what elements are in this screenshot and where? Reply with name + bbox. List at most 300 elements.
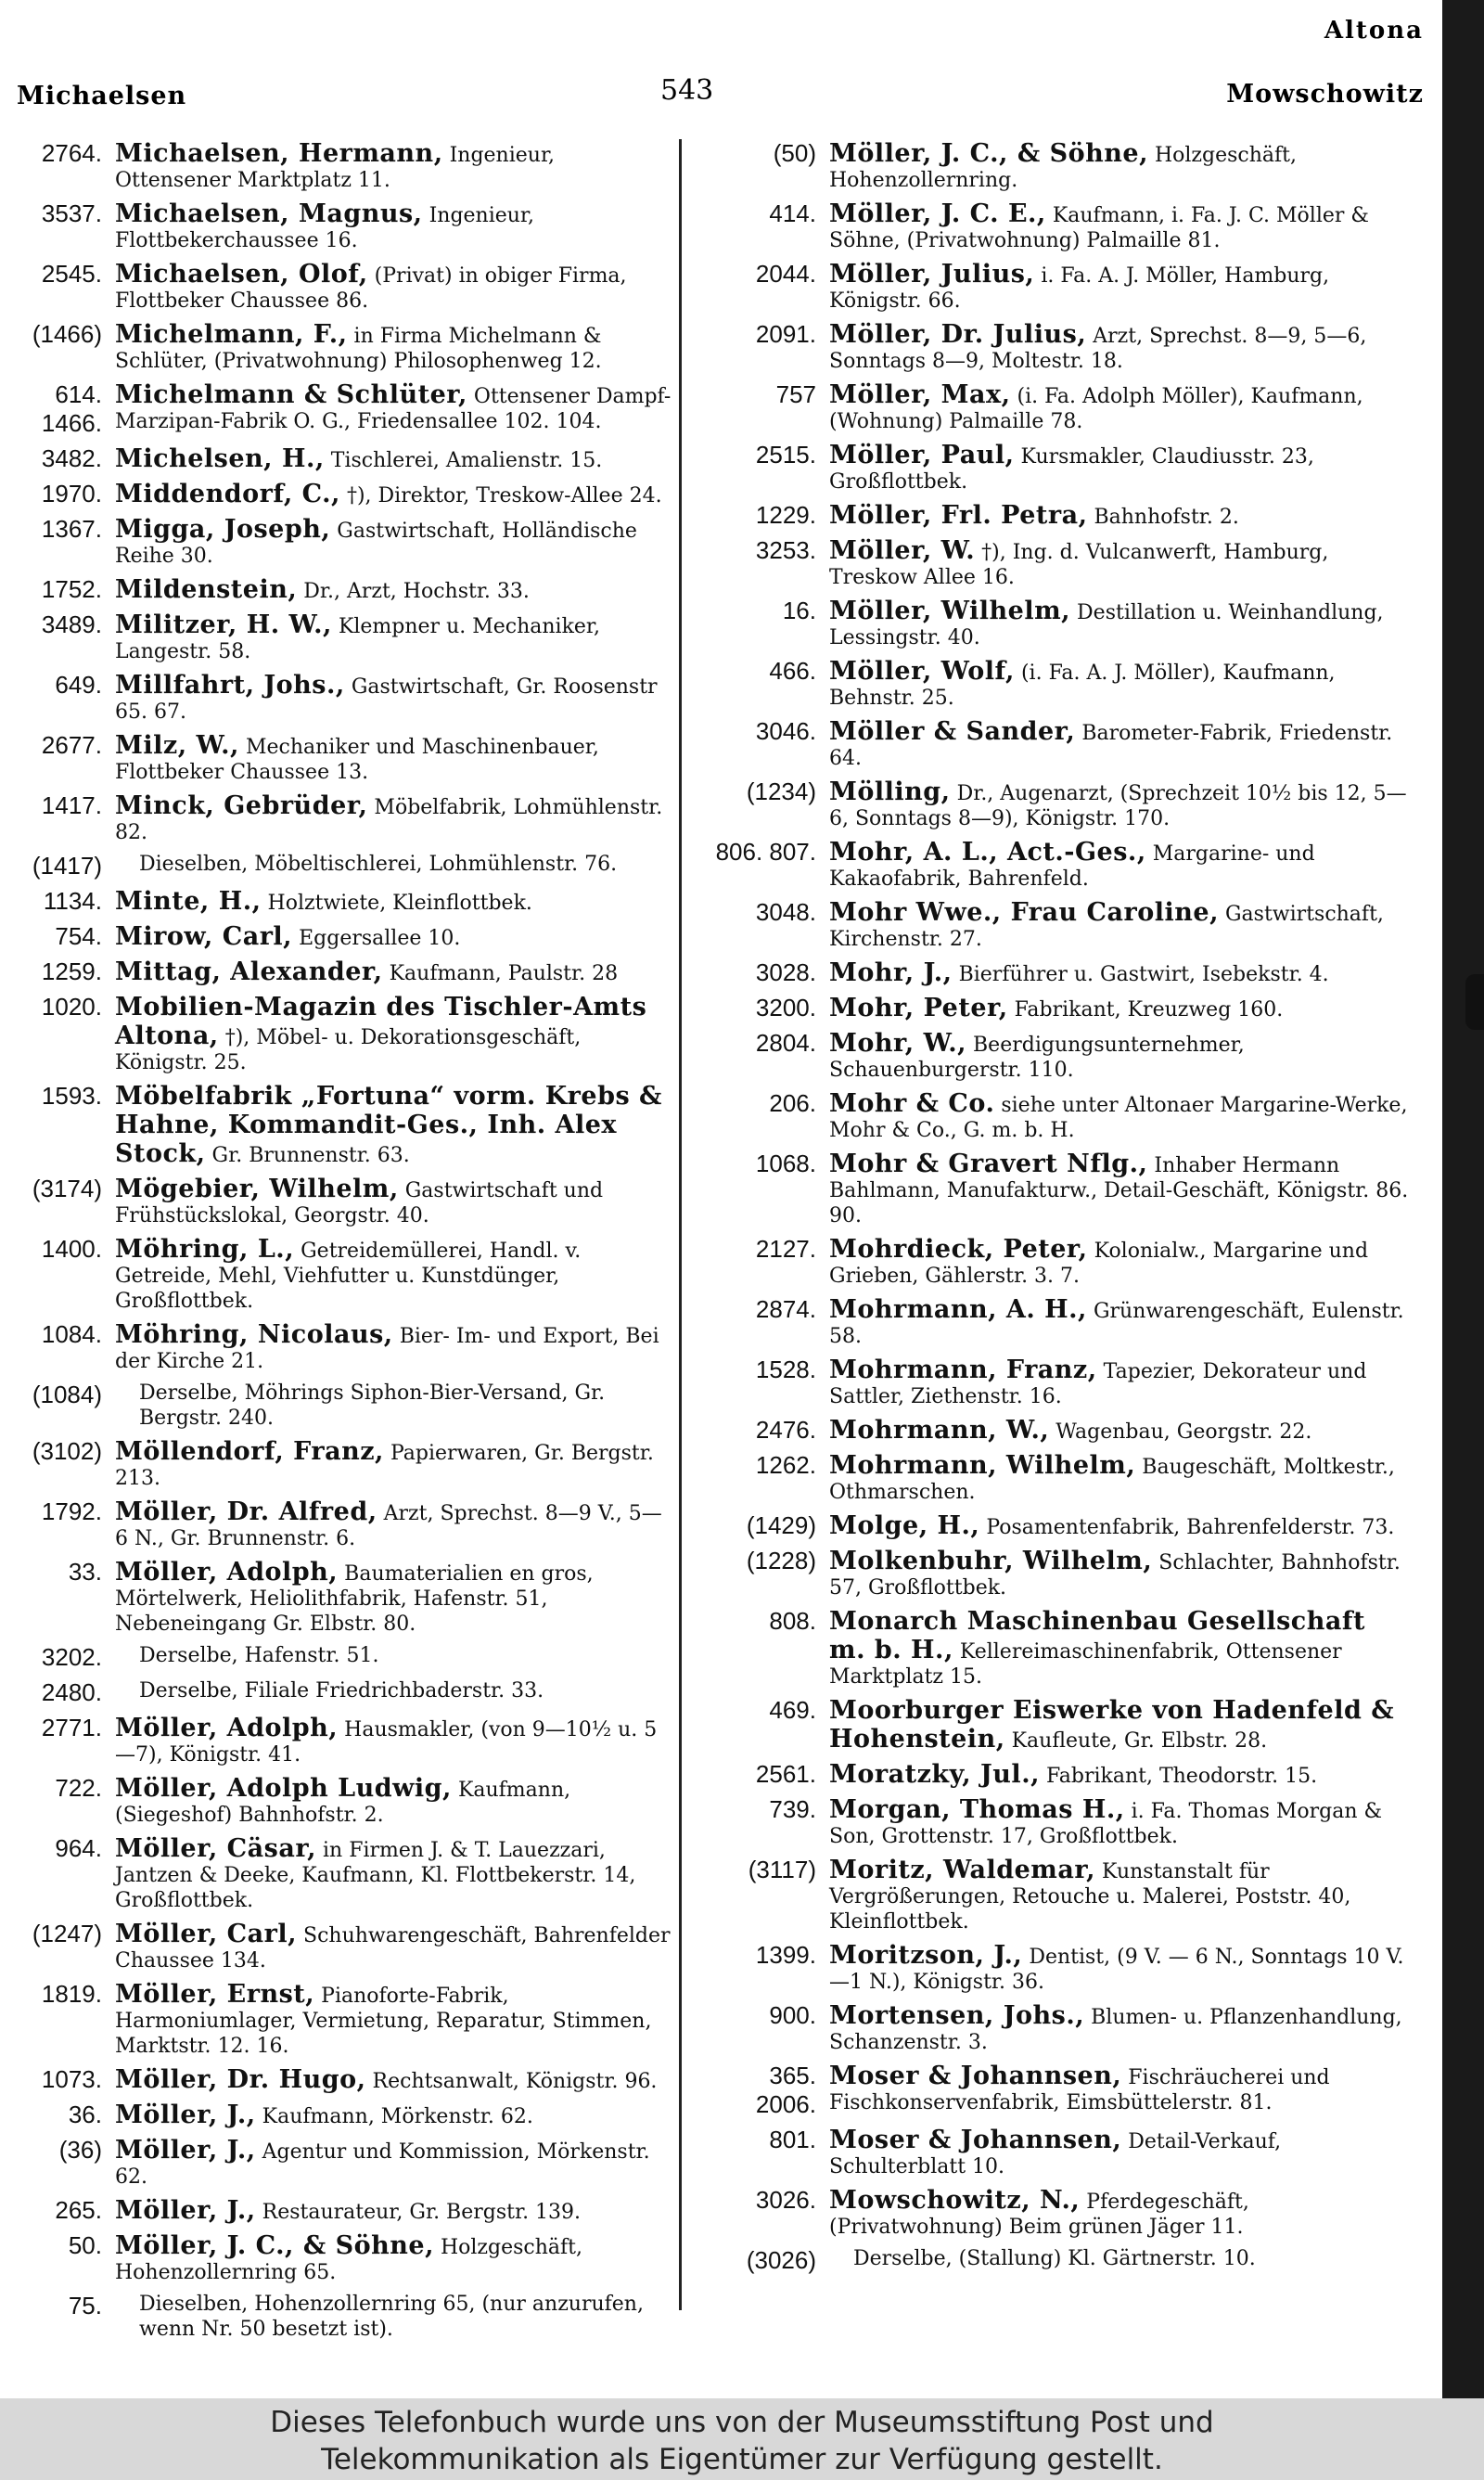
directory-entry: [705, 838, 1410, 892]
directory-entry: [705, 1029, 1410, 1083]
entry-details: Destillation u. Weinhandlung, Lessingstr. 40.: [829, 601, 1384, 649]
entry-details: Schuhwarengeschäft, Bahrenfelder Chaussee 134.: [115, 1924, 671, 1972]
entry-details: †), Ing. d. Vulcanwerft, Hamburg, Treskow Allee 16.: [829, 541, 1329, 589]
directory-entry: [9, 957, 672, 986]
directory-entry: [9, 139, 672, 193]
directory-entry: [9, 2196, 672, 2225]
footer-line-2: Telekommunikation als Eigentümer zur Verfügung gestellt.: [321, 2443, 1163, 2476]
entry-details: Fischräucherei und Fischkonservenfabrik, Eimsbüttelerstr. 81.: [829, 2066, 1330, 2114]
entry-body: [115, 1381, 672, 1431]
phone-number: 2874.: [755, 1295, 816, 1323]
entry-details: †), Direktor, Treskow-Allee 24.: [346, 484, 662, 508]
directory-entry: [705, 1451, 1410, 1505]
phone-number: (3174): [32, 1175, 102, 1202]
entry-body: [829, 1795, 1410, 1849]
subscriber-name: Möller, Cäsar,: [115, 1834, 316, 1863]
directory-entry: [9, 1082, 672, 1168]
directory-entry: [9, 1558, 672, 1637]
subscriber-name: Mortensen, Johs.,: [829, 2001, 1085, 2030]
phone-number: 3028.: [755, 958, 816, 986]
directory-entry: [9, 1774, 672, 1828]
edge-thumb-mark: [1465, 974, 1484, 1030]
entry-body: [829, 199, 1410, 253]
entry-body: [829, 777, 1410, 831]
directory-entry: [9, 1175, 672, 1228]
subscriber-name: Millfahrt, Johs.,: [115, 671, 345, 700]
entry-details: Gr. Brunnenstr. 63.: [211, 1144, 410, 1167]
entry-body: [115, 1082, 672, 1168]
subscriber-name: Möller, Max,: [829, 380, 1011, 409]
entry-details: Holzgeschäft, Hohenzollernring 65.: [115, 2236, 583, 2284]
subscriber-name: Moser & Johannsen,: [829, 2062, 1122, 2090]
phone-number: 16.: [782, 597, 816, 624]
subscriber-name: Mohr, W.,: [829, 1029, 967, 1058]
entry-body: [829, 958, 1410, 987]
entry-details: Ingenieur, Flottbekerchaussee 16.: [115, 204, 535, 252]
entry-details: Gastwirtschaft, Kirchenstr. 27.: [829, 903, 1384, 951]
directory-entry: [9, 1980, 672, 2059]
entry-body: [115, 380, 672, 438]
entry-body: [829, 1451, 1410, 1505]
directory-entry: [9, 1497, 672, 1551]
entry-body: [829, 657, 1410, 711]
entry-details: Gastwirtschaft, Gr. Roosenstr 65. 67.: [115, 675, 658, 724]
directory-entry: [705, 717, 1410, 771]
footer-notice: [0, 2398, 1484, 2480]
directory-entry: [9, 2231, 672, 2285]
entry-details: Mechaniker und Maschinenbauer, Flottbeker Chaussee 13.: [115, 736, 599, 784]
entry-details: Bahnhofstr. 2.: [1094, 506, 1239, 529]
entry-body: [829, 501, 1410, 530]
entry-details: Restaurateur, Gr. Bergstr. 139.: [262, 2201, 582, 2224]
directory-entry: [705, 1089, 1410, 1143]
phone-number: (3026): [746, 2246, 816, 2274]
entry-details: Kellereimaschinenfabrik, Ottensener Marktplatz 15.: [829, 1640, 1342, 1689]
entry-details: Kaufmann, Paulstr. 28: [389, 962, 619, 985]
entry-body: [115, 2136, 672, 2190]
entry-body: [115, 575, 672, 604]
phone-number: 75.: [68, 2292, 102, 2319]
subscriber-name: Möller, Carl,: [115, 1920, 298, 1948]
entry-body: [115, 1320, 672, 1374]
entry-details: Hausmakler, (von 9—10½ u. 5—7), Königstr. 41.: [115, 1718, 658, 1767]
subscriber-name: Möller, J. C. E.,: [829, 199, 1046, 228]
city-heading: Altona: [1324, 17, 1424, 45]
entry-body: [115, 199, 672, 253]
phone-number: 1020.: [41, 993, 102, 1021]
directory-entry: [705, 1356, 1410, 1409]
subscriber-name: Migga, Joseph,: [115, 515, 331, 544]
entry-details: Tischlerei, Amalienstr. 15.: [330, 449, 603, 472]
right-column: [705, 139, 1410, 2281]
phone-number: 3046.: [755, 717, 816, 745]
phone-number: 649.: [55, 671, 102, 699]
entry-body: [829, 260, 1410, 314]
entry-body: [115, 922, 672, 951]
entry-body: [829, 1150, 1410, 1228]
phone-number: 2515.: [755, 441, 816, 469]
subscriber-name: Molge, H.,: [829, 1511, 980, 1540]
entry-body: [115, 2196, 672, 2225]
left-column: [9, 139, 672, 2348]
subscriber-name: Mohr, J.,: [829, 958, 953, 987]
entry-body: [829, 1089, 1410, 1143]
subscriber-name: Michelmann & Schlüter,: [115, 380, 467, 409]
entry-details: Derselbe, Hafenstr. 51.: [139, 1644, 379, 1667]
entry-details: Kursmakler, Claudiusstr. 23, Großflottbek.: [829, 445, 1314, 494]
entry-body: [115, 610, 672, 664]
subscriber-name: Mohr, A. L., Act.-Ges.,: [829, 838, 1146, 867]
subscriber-name: Möller, Ernst,: [115, 1980, 315, 2009]
directory-entry: [705, 380, 1410, 434]
entry-details: Posamentenfabrik, Bahrenfelderstr. 73.: [986, 1516, 1395, 1539]
directory-entry: [705, 260, 1410, 314]
phone-number: 1229.: [755, 501, 816, 529]
entry-body: [829, 536, 1410, 590]
subscriber-name: Monarch Maschinenbau Gesellschaft m. b. H.,: [829, 1607, 1365, 1664]
entry-details: Ottensener Dampf-Marzipan-Fabrik O. G., Friedensallee 102. 104.: [115, 385, 672, 433]
subscriber-name: Mohrdieck, Peter,: [829, 1235, 1088, 1264]
entry-details: siehe unter Altonaer Margarine-Werke, Mohr & Co., G. m. b. H.: [829, 1094, 1408, 1142]
page-number: 543: [660, 74, 714, 107]
directory-entry: [9, 852, 672, 880]
phone-number: 206.: [769, 1089, 816, 1117]
subscriber-name: Möller, Adolph,: [115, 1714, 339, 1742]
entry-body: [829, 320, 1410, 374]
subscriber-name: Mohrmann, Franz,: [829, 1356, 1097, 1384]
entry-details: Detail-Verkauf, Schulterblatt 10.: [829, 2130, 1282, 2178]
entry-body: [115, 1980, 672, 2059]
phone-number: 3489.: [41, 610, 102, 638]
phone-number: 1084.: [41, 1320, 102, 1348]
entry-body: [115, 1558, 672, 1637]
phone-number: 469.: [769, 1696, 816, 1724]
entry-body: [829, 1416, 1410, 1445]
phone-number: 265.: [55, 2196, 102, 2224]
phone-number: 806. 807.: [715, 838, 816, 866]
entry-body: [115, 957, 672, 986]
entry-details: Papierwaren, Gr. Bergstr. 213.: [115, 1442, 654, 1490]
entry-body: [115, 671, 672, 725]
entry-details: Rechtsanwalt, Königstr. 96.: [372, 2070, 658, 2093]
directory-entry: [9, 260, 672, 314]
entry-body: [115, 1497, 672, 1551]
phone-number: 3200.: [755, 994, 816, 1022]
subscriber-name: Möller, Paul,: [829, 441, 1015, 469]
subscriber-name: Möhring, L.,: [115, 1235, 295, 1264]
phone-number: (1234): [746, 777, 816, 805]
entry-details: (Privat) in obiger Firma, Flottbeker Chaussee 86.: [115, 264, 627, 313]
entry-body: [829, 1356, 1410, 1409]
directory-entry: [9, 671, 672, 725]
directory-entry: [705, 501, 1410, 530]
subscriber-name: Möller, Adolph Ludwig,: [115, 1774, 452, 1803]
phone-number: (36): [58, 2136, 102, 2164]
phone-number: 365. 2006.: [755, 2062, 816, 2118]
entry-body: [829, 1547, 1410, 1600]
directory-entry: [9, 2136, 672, 2190]
entry-details: Dieselben, Hohenzollernring 65, (nur anzurufen, wenn Nr. 50 besetzt ist).: [139, 2293, 644, 2341]
phone-number: 1134.: [43, 887, 102, 915]
subscriber-name: Mildenstein,: [115, 575, 298, 604]
entry-body: [829, 1295, 1410, 1349]
phone-number: 1792.: [41, 1497, 102, 1525]
phone-number: 2127.: [755, 1235, 816, 1263]
directory-entry: [705, 2062, 1410, 2119]
entry-details: Getreidemüllerei, Handl. v. Getreide, Mehl, Viehfutter u. Kunstdünger, Großflottbek.: [115, 1240, 582, 1313]
subscriber-name: Möhring, Nicolaus,: [115, 1320, 393, 1349]
directory-entry: [9, 2101, 672, 2129]
phone-number: 3048.: [755, 898, 816, 926]
subscriber-name: Moritzson, J.,: [829, 1941, 1023, 1970]
phone-number: 414.: [769, 199, 816, 227]
entry-details: Kaufleute, Gr. Elbstr. 28.: [1011, 1729, 1268, 1753]
directory-entry: [9, 199, 672, 253]
phone-number: 757: [775, 380, 816, 408]
phone-number: 3202.: [41, 1643, 102, 1671]
entry-body: [115, 887, 672, 916]
subscriber-name: Möllendorf, Franz,: [115, 1437, 384, 1466]
entry-details: Holztwiete, Kleinflottbek.: [267, 892, 532, 915]
entry-body: [829, 2001, 1410, 2055]
entry-body: [829, 1696, 1410, 1754]
subscriber-name: Morgan, Thomas H.,: [829, 1795, 1125, 1824]
directory-entry: [9, 1437, 672, 1491]
phone-number: (50): [773, 139, 816, 167]
subscriber-name: Michelsen, H.,: [115, 444, 325, 473]
directory-entry: [705, 597, 1410, 650]
phone-number: 2476.: [755, 1416, 816, 1444]
entry-details: Derselbe, Filiale Friedrichbaderstr. 33.: [139, 1679, 544, 1703]
entry-details: Schlachter, Bahnhofstr. 57, Großflottbek.: [829, 1551, 1401, 1600]
directory-entry: [9, 2292, 672, 2342]
phone-number: 33.: [68, 1558, 102, 1586]
entry-details: Baumaterialien en gros, Mörtelwerk, Heliolithfabrik, Hafenstr. 51, Nebeneingang Gr. Elbstr. 80.: [115, 1562, 594, 1636]
entry-body: [115, 2101, 672, 2129]
entry-details: Agentur und Kommission, Mörkenstr. 62.: [115, 2140, 650, 2189]
entry-details: Kaufmann, Mörkenstr. 62.: [262, 2105, 533, 2128]
entry-body: [115, 2231, 672, 2285]
entry-body: [115, 1678, 672, 1707]
entry-body: [829, 1856, 1410, 1934]
entry-body: [829, 441, 1410, 495]
entry-body: [829, 139, 1410, 193]
subscriber-name: Möller, J.,: [115, 2136, 256, 2165]
entry-body: [115, 1175, 672, 1228]
phone-number: 739.: [769, 1795, 816, 1823]
entry-details: Kaufmann, (Siegeshof) Bahnhofstr. 2.: [115, 1779, 571, 1827]
subscriber-name: Möller, J. C., & Söhne,: [829, 139, 1148, 168]
entry-details: Grünwarengeschäft, Eulenstr. 58.: [829, 1300, 1404, 1348]
directory-entry: [9, 1643, 672, 1672]
directory-entry: [705, 1150, 1410, 1228]
entry-details: Wagenbau, Georgstr. 22.: [1055, 1420, 1312, 1444]
entry-details: Klempner u. Mechaniker, Langestr. 58.: [115, 615, 601, 663]
entry-details: (i. Fa. A. J. Möller), Kaufmann, Behnstr. 25.: [829, 662, 1336, 710]
phone-number: 2480.: [41, 1678, 102, 1706]
page-edge-shadow: [1442, 0, 1484, 2398]
phone-number: (3102): [32, 1437, 102, 1465]
entry-body: [115, 1920, 672, 1973]
entry-body: [115, 320, 672, 374]
directory-entry: [705, 1511, 1410, 1540]
entry-details: Bier- Im- und Export, Bei der Kirche 21.: [115, 1325, 659, 1373]
directory-entry: [9, 887, 672, 916]
phone-number: 2091.: [755, 320, 816, 348]
directory-entry: [705, 139, 1410, 193]
entry-details: Derselbe, Möhrings Siphon-Bier-Versand, Gr. Bergstr. 240.: [139, 1381, 606, 1430]
directory-entry: [705, 994, 1410, 1022]
subscriber-name: Moser & Johannsen,: [829, 2126, 1122, 2154]
entry-details: Fabrikant, Theodorstr. 15.: [1046, 1765, 1318, 1788]
entry-body: [115, 1437, 672, 1491]
subscriber-name: Mölling,: [829, 777, 951, 806]
column-divider: [679, 139, 682, 2310]
footer-line-1: Dieses Telefonbuch wurde uns von der Museumsstiftung Post und: [270, 2406, 1214, 2439]
entry-details: Bierführer u. Gastwirt, Isebekstr. 4.: [958, 963, 1329, 986]
entry-body: [829, 597, 1410, 650]
subscriber-name: Moratzky, Jul.,: [829, 1760, 1040, 1789]
phone-number: 1752.: [41, 575, 102, 603]
right-guide-word: Mowschowitz: [1226, 80, 1424, 109]
entry-body: [115, 2292, 672, 2342]
entry-body: [829, 2246, 1410, 2275]
phone-number: 1970.: [41, 480, 102, 508]
subscriber-name: Möller, J. C., & Söhne,: [115, 2231, 434, 2260]
phone-number: 2677.: [41, 731, 102, 759]
entry-body: [829, 380, 1410, 434]
subscriber-name: Möller, Dr. Alfred,: [115, 1497, 377, 1526]
subscriber-name: Mowschowitz, N.,: [829, 2186, 1081, 2215]
entry-body: [829, 2062, 1410, 2119]
entry-details: Inhaber Hermann Bahlmann, Manufakturw., Detail-Geschäft, Königstr. 86. 90.: [829, 1154, 1409, 1227]
entry-body: [829, 898, 1410, 952]
entry-details: †), Möbel- u. Dekorationsgeschäft, Königstr. 25.: [115, 1026, 582, 1074]
phone-number: 900.: [769, 2001, 816, 2029]
entry-body: [115, 2065, 672, 2094]
directory-entry: [705, 2186, 1410, 2240]
directory-entry: [705, 1607, 1410, 1690]
subscriber-name: Mohr Wwe., Frau Caroline,: [829, 898, 1219, 927]
phone-number: 2545.: [41, 260, 102, 288]
phone-number: 801.: [769, 2126, 816, 2153]
entry-body: [115, 260, 672, 314]
entry-details: Beerdigungsunternehmer, Schauenburgerstr. 110.: [829, 1034, 1245, 1082]
phone-number: (1228): [746, 1547, 816, 1574]
directory-entry: [9, 1714, 672, 1767]
entry-body: [829, 838, 1410, 892]
entry-body: [115, 731, 672, 785]
entry-body: [829, 1235, 1410, 1289]
page-header: [0, 0, 1442, 121]
directory-entry: [705, 2001, 1410, 2055]
directory-entry: [705, 1547, 1410, 1600]
entry-body: [829, 994, 1410, 1022]
subscriber-name: Michaelsen, Hermann,: [115, 139, 443, 168]
subscriber-name: Mögebier, Wilhelm,: [115, 1175, 399, 1203]
entry-details: (i. Fa. Adolph Möller), Kaufmann, (Wohnung) Palmaille 78.: [829, 385, 1363, 433]
entry-body: [115, 791, 672, 845]
subscriber-name: Mobilien-Magazin des Tischler-Amts Altona,: [115, 993, 647, 1050]
subscriber-name: Minck, Gebrüder,: [115, 791, 368, 820]
entry-details: Barometer-Fabrik, Friedenstr. 64.: [829, 722, 1393, 770]
entry-details: Kaufmann, i. Fa. J. C. Möller & Söhne, (Privatwohnung) Palmaille 81.: [829, 204, 1369, 252]
subscriber-name: Mohrmann, Wilhelm,: [829, 1451, 1136, 1480]
directory-entry: [9, 2065, 672, 2094]
entry-details: Dentist, (9 V. — 6 N., Sonntags 10 V.—1 N.), Königstr. 36.: [829, 1946, 1404, 1994]
directory-entry: [9, 1320, 672, 1374]
phone-number: 2804.: [755, 1029, 816, 1057]
directory-entry: [9, 922, 672, 951]
directory-entry: [705, 1941, 1410, 1995]
phone-number: 2764.: [41, 139, 102, 167]
subscriber-name: Mohr & Gravert Nflg.,: [829, 1150, 1148, 1178]
entry-details: Blumen- u. Pflanzenhandlung, Schanzenstr. 3.: [829, 2006, 1402, 2054]
entry-details: Tapezier, Dekorateur und Sattler, Ziethenstr. 16.: [829, 1360, 1367, 1408]
entry-details: Baugeschäft, Moltkestr., Othmarschen.: [829, 1456, 1395, 1504]
entry-details: Holzgeschäft, Hohenzollernring.: [829, 144, 1298, 192]
subscriber-name: Molkenbuhr, Wilhelm,: [829, 1547, 1153, 1575]
phone-number: 1262.: [755, 1451, 816, 1479]
subscriber-name: Möller, Dr. Julius,: [829, 320, 1087, 349]
directory-entry: [705, 958, 1410, 987]
phone-number: 3482.: [41, 444, 102, 472]
entry-body: [115, 1774, 672, 1828]
phone-number: 466.: [769, 657, 816, 685]
entry-body: [115, 1235, 672, 1314]
subscriber-name: Michaelsen, Olof,: [115, 260, 368, 289]
entry-body: [115, 1714, 672, 1767]
phone-number: 722.: [55, 1774, 102, 1802]
phone-number: 1068.: [755, 1150, 816, 1177]
entry-body: [115, 1834, 672, 1913]
phone-number: 36.: [68, 2101, 102, 2128]
phone-number: (1466): [32, 320, 102, 348]
entry-details: Dr., Arzt, Hochstr. 33.: [303, 580, 530, 603]
entry-body: [829, 1029, 1410, 1083]
entry-details: Arzt, Sprechst. 8—9, 5—6, Sonntags 8—9, Moltestr. 18.: [829, 325, 1367, 373]
directory-entry: [9, 1678, 672, 1707]
entry-details: Kolonialw., Margarine und Grieben, Gählerstr. 3. 7.: [829, 1240, 1369, 1288]
entry-body: [829, 1941, 1410, 1995]
phone-number: 1528.: [755, 1356, 816, 1383]
subscriber-name: Möller, Frl. Petra,: [829, 501, 1088, 530]
subscriber-name: Möller, W.: [829, 536, 976, 565]
phone-number: (3117): [748, 1856, 816, 1883]
entry-details: i. Fa. A. J. Möller, Hamburg, Königstr. 66.: [829, 264, 1330, 313]
directory-entry: [9, 380, 672, 438]
subscriber-name: Mohrmann, W.,: [829, 1416, 1050, 1445]
subscriber-name: Mohr & Co.: [829, 1089, 995, 1118]
subscriber-name: Middendorf, C.,: [115, 480, 340, 508]
entry-details: Dieselben, Möbeltischlerei, Lohmühlenstr. 76.: [139, 853, 618, 876]
entry-details: Derselbe, (Stallung) Kl. Gärtnerstr. 10.: [853, 2247, 1256, 2270]
subscriber-name: Möller, J.,: [115, 2196, 256, 2225]
directory-entry: [705, 2246, 1410, 2275]
subscriber-name: Möller, J.,: [115, 2101, 256, 2129]
directory-entry: [9, 993, 672, 1075]
entry-body: [115, 480, 672, 508]
directory-entry: [705, 1235, 1410, 1289]
entry-details: Möbelfabrik, Lohmühlenstr. 82.: [115, 796, 663, 844]
directory-entry: [9, 610, 672, 664]
directory-entry: [9, 515, 672, 569]
entry-details: Gastwirtschaft und Frühstückslokal, Georgstr. 40.: [115, 1179, 604, 1227]
entry-details: Arzt, Sprechst. 8—9 V., 5—6 N., Gr. Brunnenstr. 6.: [115, 1502, 662, 1550]
subscriber-name: Milz, W.,: [115, 731, 239, 760]
directory-entry: [9, 731, 672, 785]
phone-number: 3026.: [755, 2186, 816, 2214]
